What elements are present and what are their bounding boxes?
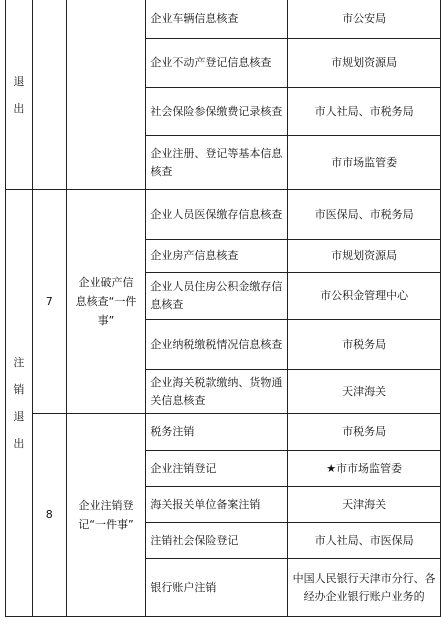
table-row xyxy=(6,0,441,39)
item-cell: 企业海关税款缴纳、货物通关信息核查 xyxy=(146,370,288,414)
dept-cell: 天津海关 xyxy=(288,487,441,523)
dept-cell: 市市场监管委 xyxy=(288,136,441,190)
dept-cell: 市人社局、市税务局 xyxy=(288,88,441,136)
process-cell xyxy=(66,190,146,414)
number-cell xyxy=(32,0,66,190)
dept-cell: 市税务局 xyxy=(288,320,441,370)
item-cell: 企业注册、登记等基本信息核查 xyxy=(146,136,288,190)
item-cell: 企业人员医保缴存信息核查 xyxy=(146,190,288,240)
item-cell: 企业车辆信息核查 xyxy=(146,0,288,39)
section-label-cell xyxy=(6,0,33,190)
item-cell: 企业不动产登记信息核查 xyxy=(146,39,288,88)
item-cell: 企业纳税缴税情况信息核查 xyxy=(146,320,288,370)
dept-cell: 市人社局、市医保局 xyxy=(288,523,441,559)
item-cell: 税务注销 xyxy=(146,414,288,451)
dept-cell: ★市市场监管委 xyxy=(288,451,441,487)
item-cell: 海关报关单位备案注销 xyxy=(146,487,288,523)
dept-cell: 市规划资源局 xyxy=(288,240,441,273)
number-cell xyxy=(32,414,66,617)
number-cell xyxy=(32,190,66,414)
dept-cell: 天津海关 xyxy=(288,370,441,414)
item-cell: 社会保险参保缴费记录核查 xyxy=(146,88,288,136)
section-label: 注销退出 xyxy=(13,356,25,450)
process-cell xyxy=(66,0,146,190)
dept-cell: 市规划资源局 xyxy=(288,39,441,88)
dept-cell: 中国人民银行天津市分行、各经办企业银行账户业务的 xyxy=(288,559,441,617)
table-row xyxy=(6,190,441,240)
item-cell: 企业房产信息核查 xyxy=(146,240,288,273)
dept-cell: 市医保局、市税务局 xyxy=(288,190,441,240)
process-name: 企业破产信息核查“一件事” xyxy=(75,276,137,327)
section-label-cell xyxy=(6,190,33,617)
item-cell: 企业注销登记 xyxy=(146,451,288,487)
table-row xyxy=(6,414,441,451)
process-number: 7 xyxy=(45,294,53,308)
item-cell: 注销社会保险登记 xyxy=(146,523,288,559)
process-number: 8 xyxy=(45,508,53,521)
section-label: 退出 xyxy=(13,74,25,115)
item-cell: 银行账户注销 xyxy=(146,559,288,617)
process-cell xyxy=(66,414,146,617)
process-name: 企业注销登记“一件事” xyxy=(78,499,134,531)
item-cell: 企业人员住房公积金缴存信息核查 xyxy=(146,273,288,320)
dept-cell: 市公积金管理中心 xyxy=(288,273,441,320)
service-table xyxy=(5,0,441,617)
dept-cell: 市公安局 xyxy=(288,0,441,39)
dept-cell: 市税务局 xyxy=(288,414,441,451)
